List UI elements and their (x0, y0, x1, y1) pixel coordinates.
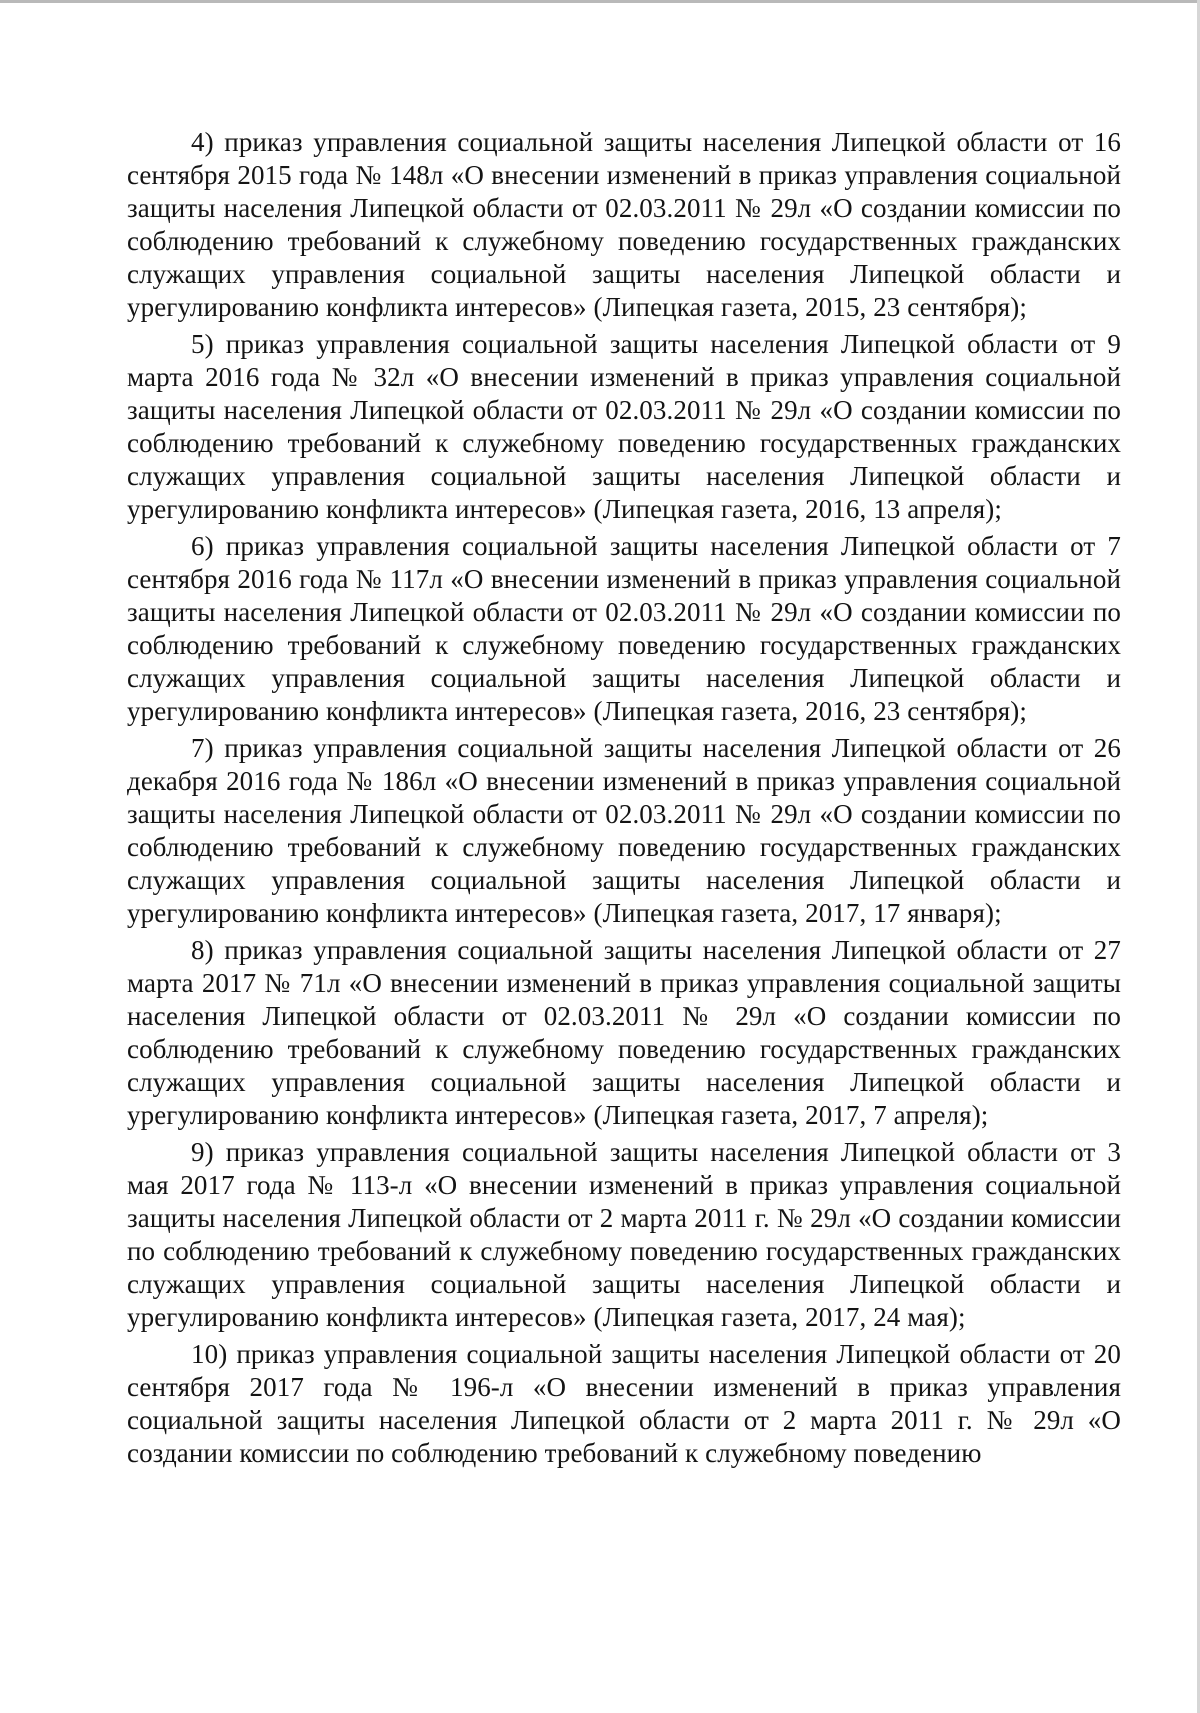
document-page (127, 126, 1121, 1474)
list-item-5: 5) приказ управления социальной защиты населения Липецкой области от 9 марта 2016 года № 32л «О внесении изменений в приказ управления социальной защиты населения Липецкой области от 02.03.2011 № 29л «О создании комиссии по соблюдению требований к служебному поведению государственных гражданских служащих управления социальной защиты населения Липецкой области и урегулированию конфликта интересов» (Липецкая газета, 2016, 13 апреля); (127, 329, 1121, 524)
scan-top-edge (0, 0, 1200, 3)
list-item-4: 4) приказ управления социальной защиты населения Липецкой области от 16 сентября 2015 года № 148л «О внесении изменений в приказ управления социальной защиты населения Липецкой области от 02.03.2011 № 29л «О создании комиссии по соблюдению требований к служебному поведению государственных гражданских служащих управления социальной защиты населения Липецкой области и урегулированию конфликта интересов» (Липецкая газета, 2015, 23 сентября); (127, 127, 1121, 322)
list-item-9: 9) приказ управления социальной защиты населения Липецкой области от 3 мая 2017 года № 113-л «О внесении изменений в приказ управления социальной защиты населения Липецкой области от 2 марта 2011 г. № 29л «О создании комиссии по соблюдению требований к служебному поведению государственных гражданских служащих управления социальной защиты населения Липецкой области и урегулированию конфликта интересов» (Липецкая газета, 2017, 24 мая); (127, 1137, 1121, 1332)
list-item-10: 10) приказ управления социальной защиты населения Липецкой области от 20 сентября 2017 года № 196-л «О внесении изменений в приказ управления социальной защиты населения Липецкой области от 2 марта 2011 г. № 29л «О создании комиссии по соблюдению требований к служебному поведению (127, 1339, 1121, 1468)
list-item-6: 6) приказ управления социальной защиты населения Липецкой области от 7 сентября 2016 года № 117л «О внесении изменений в приказ управления социальной защиты населения Липецкой области от 02.03.2011 № 29л «О создании комиссии по соблюдению требований к служебному поведению государственных гражданских служащих управления социальной защиты населения Липецкой области и урегулированию конфликта интересов» (Липецкая газета, 2016, 23 сентября); (127, 531, 1121, 726)
list-item-7: 7) приказ управления социальной защиты населения Липецкой области от 26 декабря 2016 года № 186л «О внесении изменений в приказ управления социальной защиты населения Липецкой области от 02.03.2011 № 29л «О создании комиссии по соблюдению требований к служебному поведению государственных гражданских служащих управления социальной защиты населения Липецкой области и урегулированию конфликта интересов» (Липецкая газета, 2017, 17 января); (127, 733, 1121, 928)
list-item-8: 8) приказ управления социальной защиты населения Липецкой области от 27 марта 2017 № 71л «О внесении изменений в приказ управления социальной защиты населения Липецкой области от 02.03.2011 № 29л «О создании комиссии по соблюдению требований к служебному поведению государственных гражданских служащих управления социальной защиты населения Липецкой области и урегулированию конфликта интересов» (Липецкая газета, 2017, 7 апреля); (127, 935, 1121, 1130)
